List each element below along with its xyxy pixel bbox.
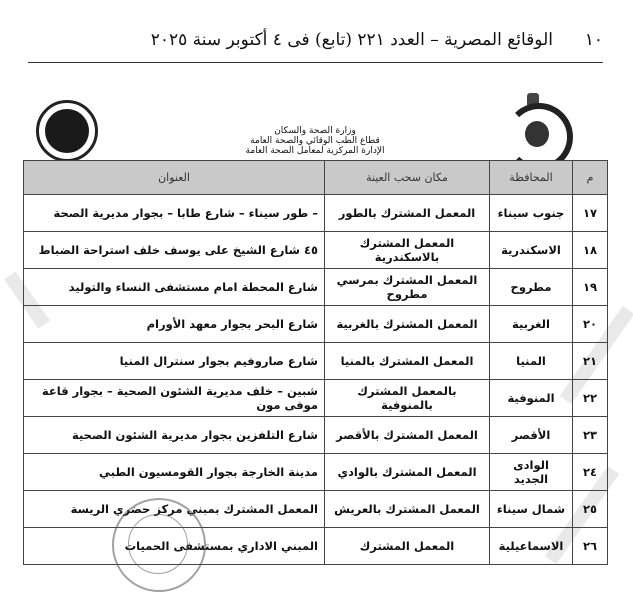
table-row (24, 343, 608, 380)
running-header (60, 30, 603, 56)
cell-place: المعمل المشترك بالعريش (325, 491, 490, 528)
cell-governorate: شمال سيناء (490, 491, 573, 528)
cell-governorate: المنيا (490, 343, 573, 380)
cell-number: ٢٢ (573, 380, 608, 417)
table-row (24, 417, 608, 454)
letterhead-line: الإدارة المركزية لمعامل الصحة العامة (245, 146, 385, 156)
cell-number: ٢٣ (573, 417, 608, 454)
cell-place: المعمل المشترك بمرسي مطروح (325, 269, 490, 306)
cell-place: المعمل المشترك بالوادي (325, 454, 490, 491)
labs-logo-icon (36, 100, 98, 162)
cell-number: ١٨ (573, 232, 608, 269)
cell-place: المعمل المشترك (325, 528, 490, 565)
cell-governorate: جنوب سيناء (490, 195, 573, 232)
cell-place: المعمل المشترك بالأقصر (325, 417, 490, 454)
table-row (24, 306, 608, 343)
cell-address: مدينة الخارجة بجوار القومسيون الطبي (24, 454, 325, 491)
col-header-governorate: المحافظة (490, 161, 573, 195)
cell-number: ١٩ (573, 269, 608, 306)
letterhead-line: قطاع الطب الوقائي والصحة العامة (250, 136, 380, 146)
cell-address: شارع المحطة امام مستشفى النساء والتوليد (24, 269, 325, 306)
cell-number: ٢١ (573, 343, 608, 380)
gazette-title: الوقائع المصرية – العدد ٢٢١ (تابع) فى ٤ أكتوبر سنة ٢٠٢٥ (150, 30, 553, 50)
table-row (24, 195, 608, 232)
table-row (24, 269, 608, 306)
cell-governorate: مطروح (490, 269, 573, 306)
header-rule (28, 62, 603, 63)
cell-governorate: الاسكندرية (490, 232, 573, 269)
cell-place: المعمل المشترك بالطور (325, 195, 490, 232)
table-header-row (24, 161, 608, 195)
page-number: ١٠ (584, 30, 603, 50)
cell-governorate: المنوفية (490, 380, 573, 417)
cell-address: شارع صاروفيم بجوار سنترال المنيا (24, 343, 325, 380)
cell-address: – طور سيناء – شارع طابا – بجوار مديرية الصحة (24, 195, 325, 232)
col-header-number: م (573, 161, 608, 195)
table-row (24, 454, 608, 491)
official-stamp (112, 498, 206, 592)
cell-governorate: الغربية (490, 306, 573, 343)
table-row (24, 232, 608, 269)
letterhead-line: وزارة الصحة والسكان (274, 126, 356, 136)
cell-address: شبين – خلف مديرية الشئون الصحية – بجوار قاعة موفى مون (24, 380, 325, 417)
table-row (24, 491, 608, 528)
cell-number: ٢٥ (573, 491, 608, 528)
cell-address: المعمل المشترك بمبني مركز حضري الريسة (24, 491, 325, 528)
letterhead (210, 126, 420, 156)
cell-place: المعمل المشترك بالغربية (325, 306, 490, 343)
cell-number: ٢٠ (573, 306, 608, 343)
labs-table (23, 160, 608, 565)
cell-address: ٤٥ شارع الشيخ على يوسف خلف استراحة الضباط (24, 232, 325, 269)
cell-number: ١٧ (573, 195, 608, 232)
col-header-address: العنوان (24, 161, 325, 195)
cell-address: شارع البحر بجوار معهد الأورام (24, 306, 325, 343)
col-header-place: مكان سحب العينة (325, 161, 490, 195)
cell-number: ٢٤ (573, 454, 608, 491)
cell-place: بالمعمل المشترك بالمنوفية (325, 380, 490, 417)
cell-place: المعمل المشترك بالمنيا (325, 343, 490, 380)
table-row (24, 380, 608, 417)
cell-governorate: الوادى الجديد (490, 454, 573, 491)
cell-place: المعمل المشترك بالاسكندرية (325, 232, 490, 269)
cell-governorate: الاسماعيلية (490, 528, 573, 565)
cell-address: شارع التلفزين بجوار مديرية الشئون الصحية (24, 417, 325, 454)
cell-number: ٢٦ (573, 528, 608, 565)
cell-governorate: الأقصر (490, 417, 573, 454)
cell-address: المبني الاداري بمستشفى الحميات (24, 528, 325, 565)
